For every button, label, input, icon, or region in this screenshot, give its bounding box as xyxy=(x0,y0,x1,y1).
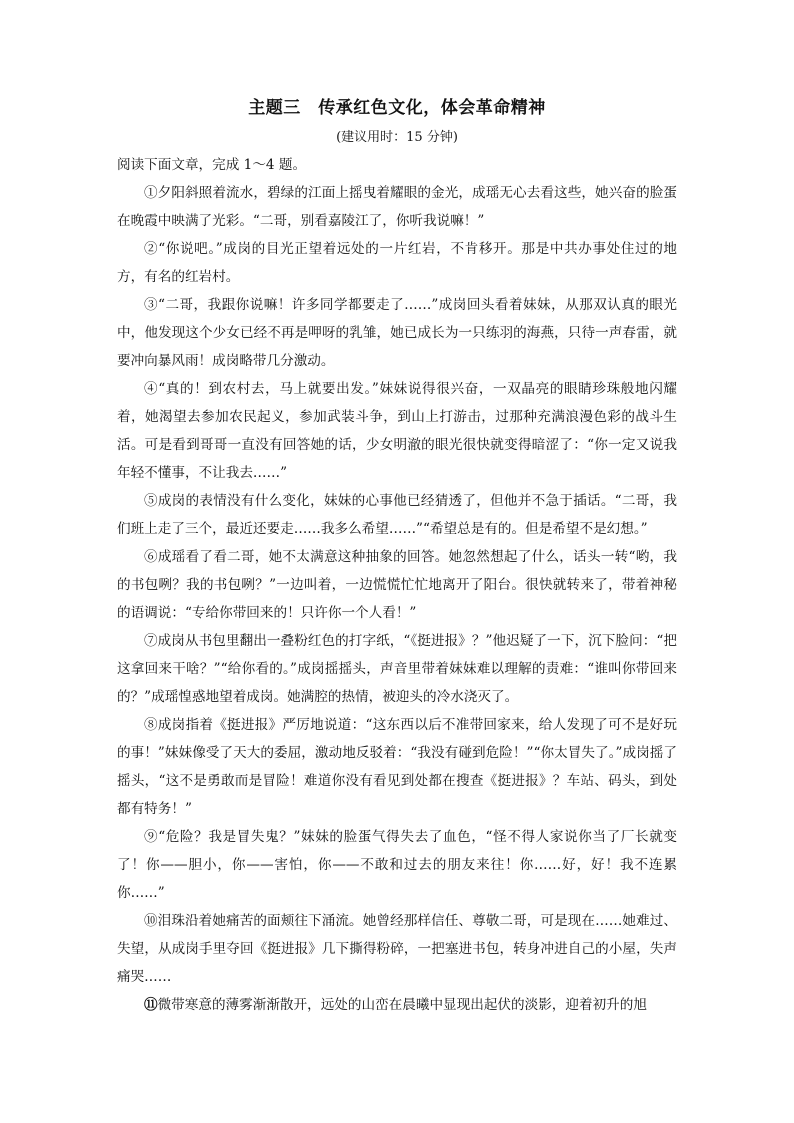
document-page xyxy=(117,92,677,1019)
paragraph-6: ⑥成瑶看了看二哥，她不太满意这种抽象的回答。她忽然想起了什么，话头一转“哟，我的书包咧？我的书包咧？”一边叫着，一边慌慌忙忙地离开了阳台。很快就转来了，带着神秘的语调说：“专给你带回来的！只许你一个人看！” xyxy=(117,549,677,621)
reading-instruction: 阅读下面文章，完成 1～4 题。 xyxy=(117,157,307,173)
paragraph-7: ⑦成岗从书包里翻出一叠粉红色的打字纸，“《挺进报》？”他迟疑了一下，沉下脸问：“把这拿回来干啥？”“给你看的。”成岗摇摇头，声音里带着妹妹难以理解的责难：“谁叫你带回来的？”成瑶惶惑地望着成岗。她满腔的热情，被迎头的冷水浇灭了。 xyxy=(117,633,677,705)
paragraph-3: ③“二哥，我跟你说嘛！许多同学都要走了……”成岗回头看着妹妹，从那双认真的眼光中，他发现这个少女已经不再是呷呀的乳雏，她已成长为一只练羽的海燕，只待一声春雷，就要冲向暴风雨！成岗略带几分激动。 xyxy=(117,297,677,369)
document-subtitle: (建议用时：15 分钟) xyxy=(336,130,458,145)
paragraph-11: ⑪微带寒意的薄雾渐渐散开，远处的山峦在晨曦中显现出起伏的淡影，迎着初升的旭 xyxy=(144,997,647,1013)
paragraph-8: ⑧成岗指着《挺进报》严厉地说道：“这东西以后不准带回家来，给人发现了可不是好玩的事！”妹妹像受了天大的委屈，激动地反驳着：“我没有碰到危险！”“你太冒失了。”成岗摇了摇头，“这不是勇敢而是冒险！难道你没有看见到处都在搜查《挺进报》？车站、码头，到处都有特务！” xyxy=(117,717,677,817)
paragraph-10: ⑩泪珠沿着她痛苦的面颊往下涌流。她曾经那样信任、尊敬二哥，可是现在……她难过、失望，从成岗手里夺回《挺进报》几下撕得粉碎，一把塞进书包，转身冲进自己的小屋，失声痛哭…… xyxy=(117,913,677,985)
paragraph-4: ④“真的！到农村去，马上就要出发。”妹妹说得很兴奋，一双晶亮的眼睛珍珠般地闪耀着，她渴望去参加农民起义，参加武装斗争，到山上打游击，过那种充满浪漫色彩的战斗生活。可是看到哥哥一直没有回答她的话，少女明澈的眼光很快就变得暗涩了：“你一定又说我年轻不懂事，不让我去……” xyxy=(117,381,677,481)
document-title: 主题三 传承红色文化，体会革命精神 xyxy=(248,98,546,118)
paragraph-2: ②“你说吧。”成岗的目光正望着远处的一片红岩，不肯移开。那是中共办事处住过的地方，有名的红岩村。 xyxy=(117,241,677,285)
paragraph-5: ⑤成岗的表情没有什么变化，妹妹的心事他已经猜透了，但他并不急于插话。“二哥，我们班上走了三个，最近还要走……我多么希望……”“希望总是有的。但是希望不是幻想。” xyxy=(117,493,677,537)
paragraph-1: ①夕阳斜照着流水，碧绿的江面上摇曳着耀眼的金光，成瑶无心去看这些，她兴奋的脸蛋在晚霞中映满了光彩。“二哥，别看嘉陵江了，你听我说嘛！” xyxy=(117,185,677,229)
paragraph-9: ⑨“危险？我是冒失鬼？”妹妹的脸蛋气得失去了血色，“怪不得人家说你当了厂长就变了！你——胆小，你——害怕，你——不敢和过去的朋友来往！你……好，好！我不连累你……” xyxy=(117,829,677,901)
